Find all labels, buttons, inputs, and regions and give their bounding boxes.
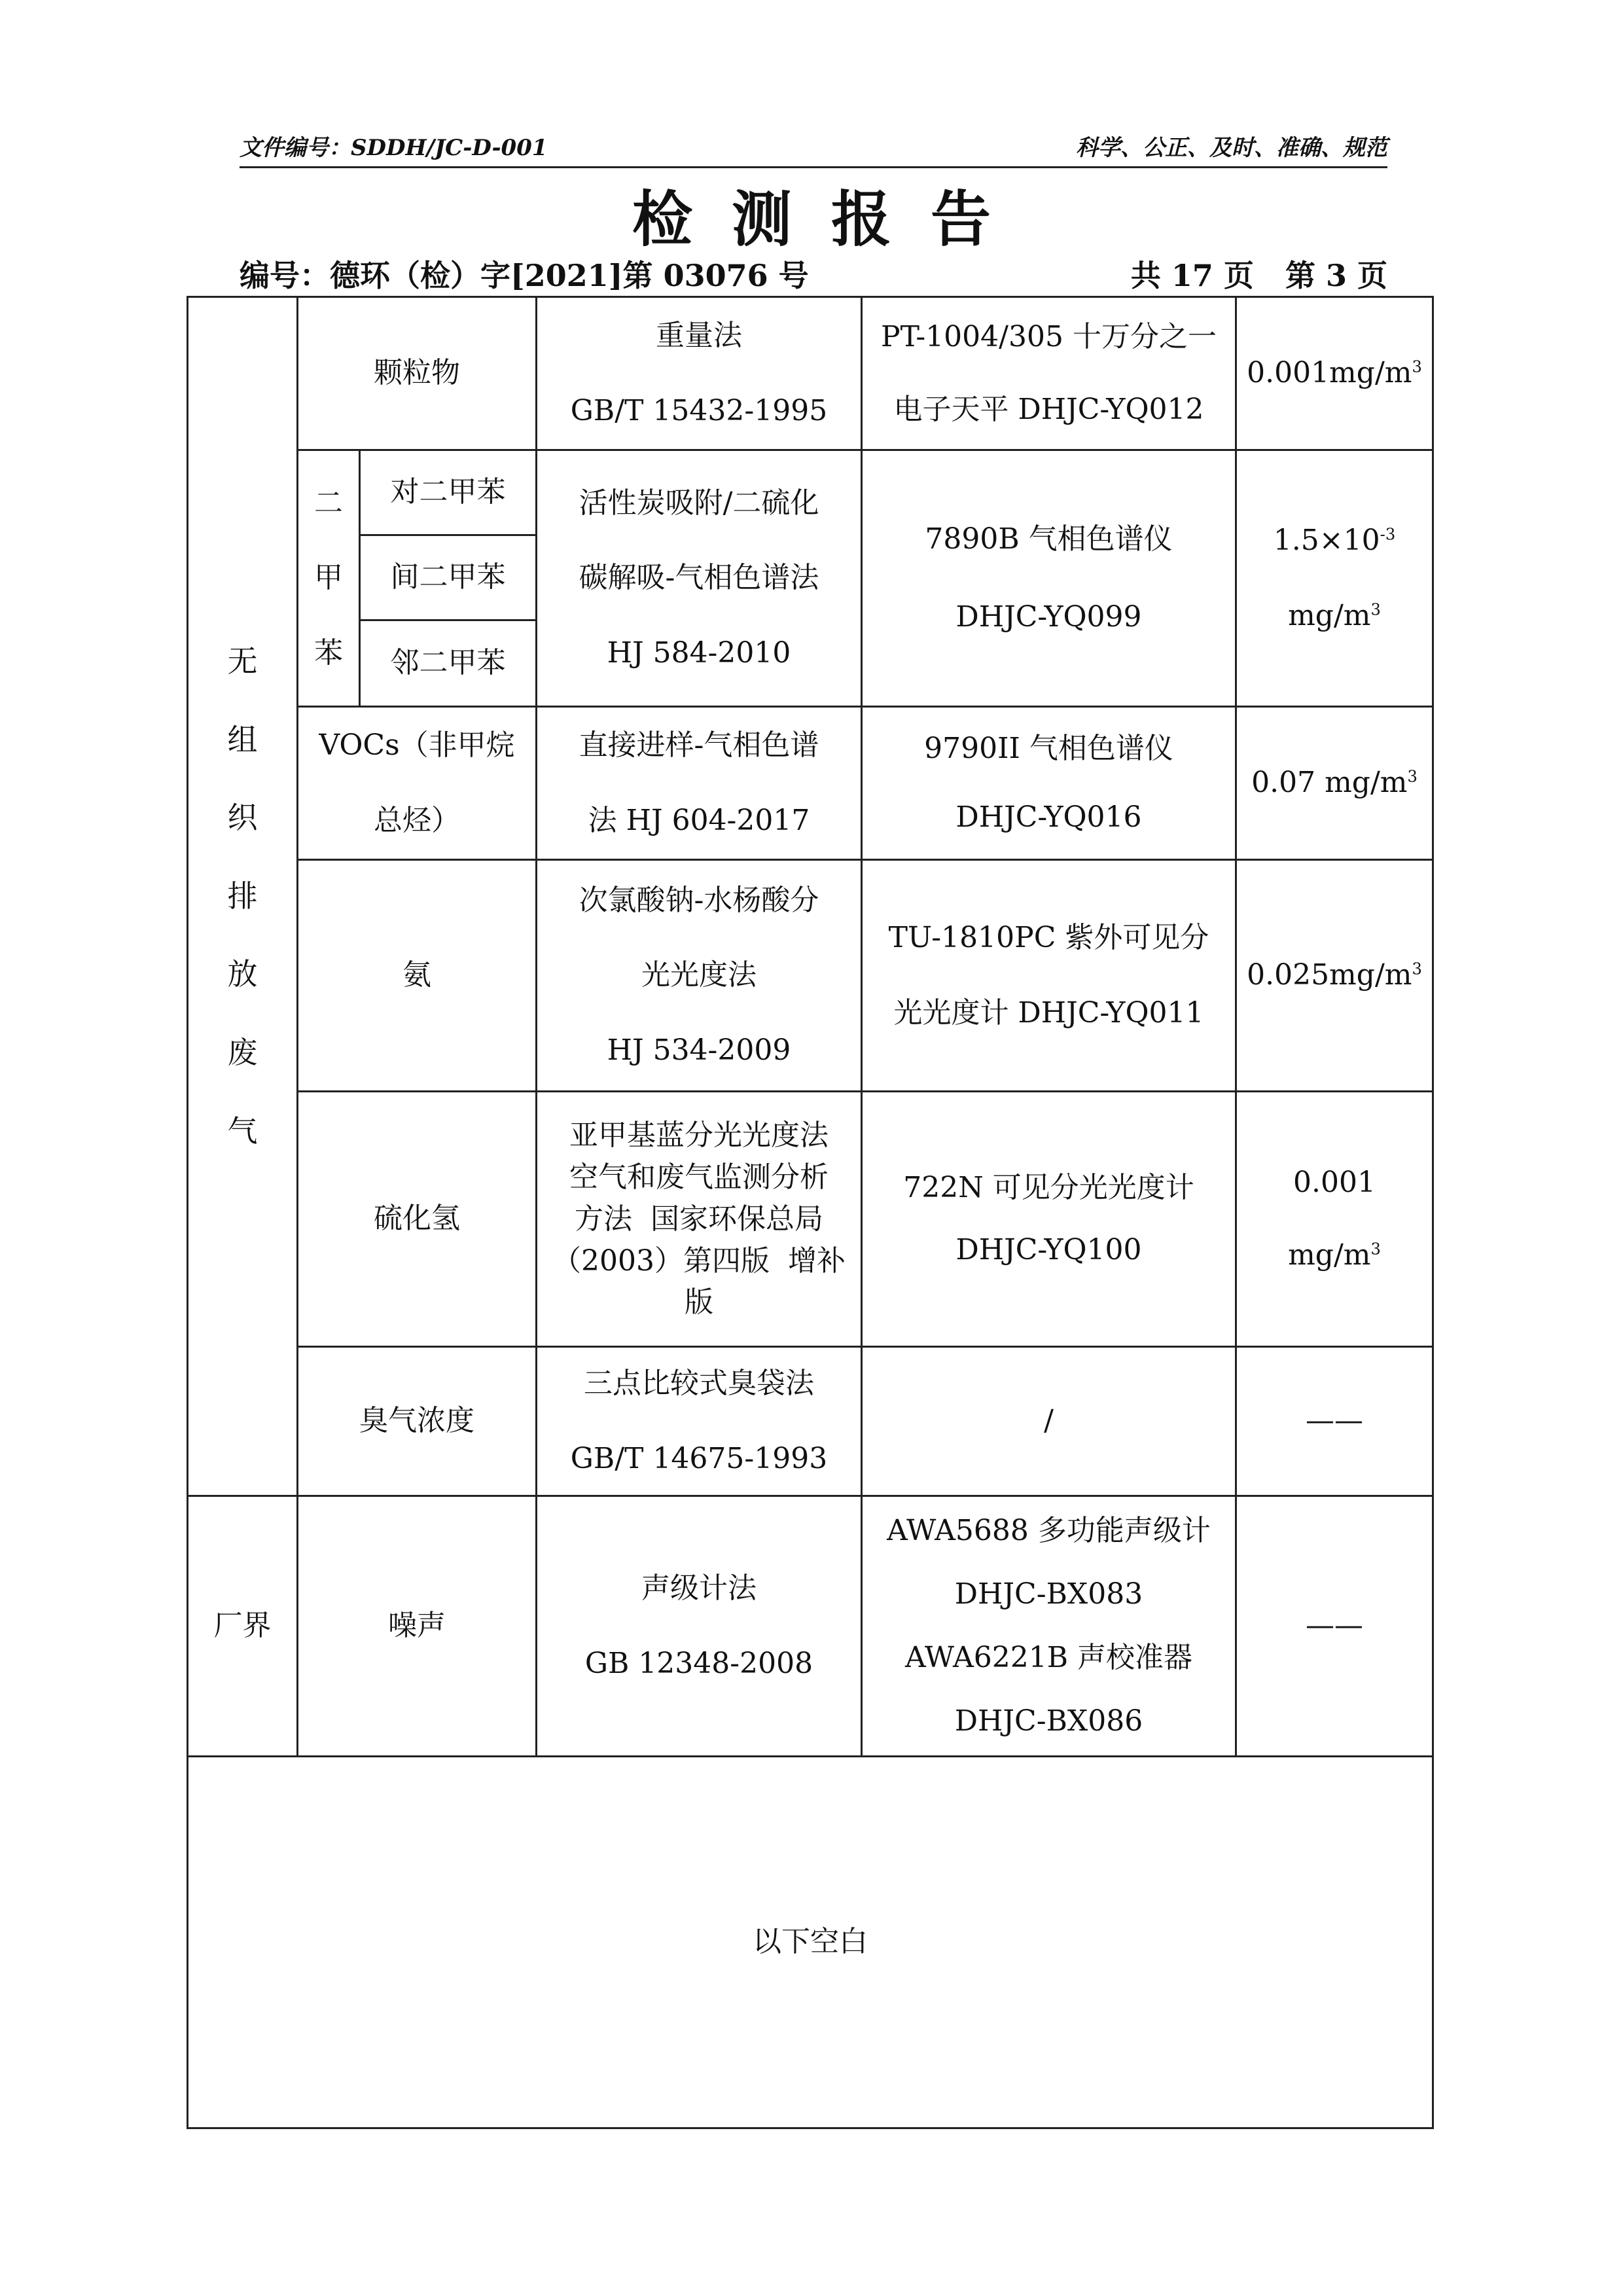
detection-method-table — [187, 296, 1434, 2129]
method-cell: 直接进样-气相色谱 法 HJ 604-2017 — [537, 707, 862, 860]
limit-cell: —— — [1236, 1347, 1433, 1496]
subitem-o-xylene: 邻二甲苯 — [360, 620, 537, 707]
instrument-cell: 722N 可见分光光度计 DHJC-YQ100 — [862, 1092, 1236, 1347]
table-row — [188, 707, 1433, 860]
item-hydrogen-sulfide: 硫化氢 — [298, 1092, 537, 1347]
method-cell: 亚甲基蓝分光光度法 空气和废气监测分析 方法 国家环保总局 （2003）第四版 增补 版 — [537, 1092, 862, 1347]
report-number: 编号：德环（检）字[2021]第 03076 号 — [240, 258, 809, 293]
instrument-cell: / — [862, 1347, 1236, 1496]
item-vocs: VOCs（非甲烷 总烃） — [298, 707, 537, 860]
table-row — [188, 1496, 1433, 1757]
table-row — [188, 1092, 1433, 1347]
group-unorganized-emission: 无组织排放废气 — [188, 297, 298, 1496]
report-title: 检测报告 — [632, 184, 1030, 255]
limit-cell: —— — [1236, 1496, 1433, 1757]
table-row — [188, 297, 1433, 450]
limit-cell: $0.025mg/m^3$ — [1236, 860, 1433, 1092]
file-number: 文件编号：SDDH/JC-D-001 — [240, 135, 548, 161]
instrument-cell: 7890B 气相色谱仪 DHJC-YQ099 — [862, 450, 1236, 707]
page-info: 共 17 页 第 3 页 — [1130, 258, 1387, 293]
subitem-p-xylene: 对二甲苯 — [360, 450, 537, 535]
table-row — [188, 1347, 1433, 1496]
motto: 科学、公正、及时、准确、规范 — [1076, 135, 1387, 161]
method-cell: 次氯酸钠-水杨酸分 光光度法 HJ 534-2009 — [537, 860, 862, 1092]
item-particulate: 颗粒物 — [298, 297, 537, 450]
item-odor-concentration: 臭气浓度 — [298, 1347, 537, 1496]
header-divider — [240, 166, 1387, 168]
instrument-cell: 9790II 气相色谱仪 DHJC-YQ016 — [862, 707, 1236, 860]
limit-cell: $1.5\times 10^{-3}$ $mg/m^3$ — [1236, 450, 1433, 707]
table-row — [188, 860, 1433, 1092]
instrument-cell: PT-1004/305 十万分之一 电子天平 DHJC-YQ012 — [862, 297, 1236, 450]
subitem-m-xylene: 间二甲苯 — [360, 535, 537, 620]
group-xylene: 二甲苯 — [298, 450, 360, 707]
limit-cell: 0.07 $mg/m^3$ — [1236, 707, 1433, 860]
method-cell: 声级计法 GB 12348-2008 — [537, 1496, 862, 1757]
table-row — [188, 450, 1433, 535]
item-noise: 噪声 — [298, 1496, 537, 1757]
method-cell: 活性炭吸附/二硫化 碳解吸-气相色谱法 HJ 584-2010 — [537, 450, 862, 707]
limit-cell: $0.001mg/m^3$ — [1236, 297, 1433, 450]
limit-cell: 0.001 $mg/m^3$ — [1236, 1092, 1433, 1347]
method-cell: 三点比较式臭袋法 GB/T 14675-1993 — [537, 1347, 862, 1496]
instrument-cell: TU-1810PC 紫外可见分 光光度计 DHJC-YQ011 — [862, 860, 1236, 1092]
method-cell: 重量法 GB/T 15432-1995 — [537, 297, 862, 450]
blank-area-row — [188, 1757, 1433, 2128]
blank-note: 以下空白 — [188, 1757, 1433, 2128]
item-ammonia: 氨 — [298, 860, 537, 1092]
instrument-cell: AWA5688 多功能声级计 DHJC-BX083 AWA6221B 声校准器 DHJC-BX086 — [862, 1496, 1236, 1757]
group-factory-boundary: 厂界 — [188, 1496, 298, 1757]
